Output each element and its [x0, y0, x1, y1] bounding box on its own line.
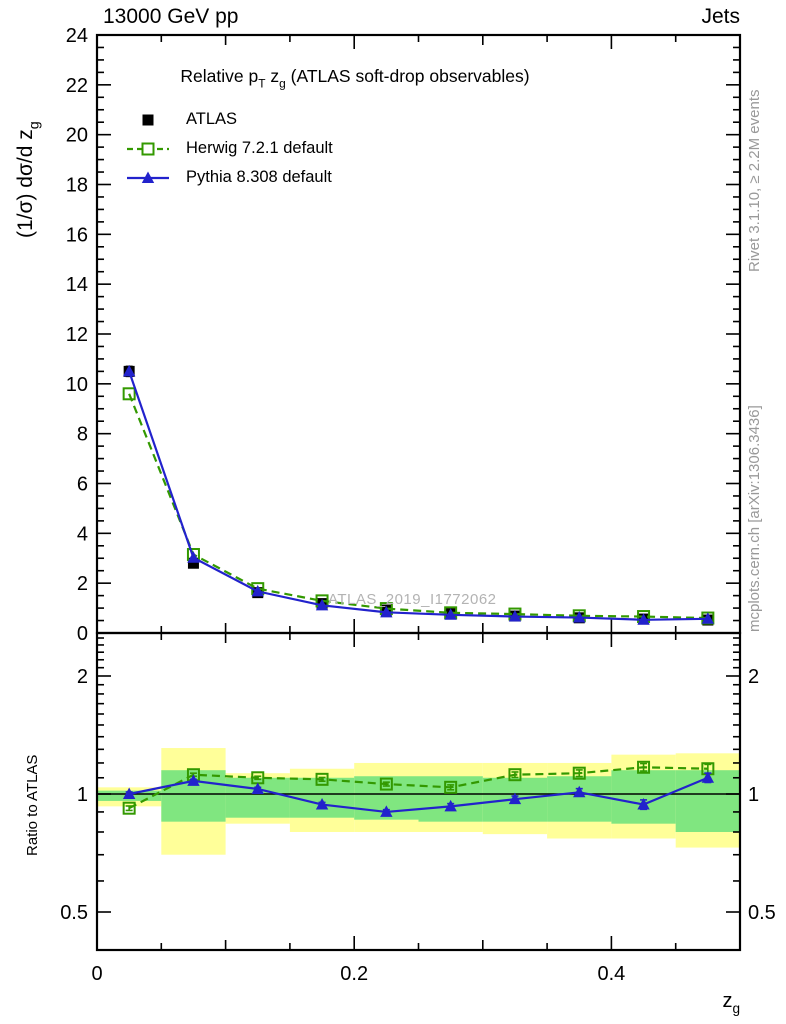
svg-text:0.5: 0.5	[60, 902, 88, 925]
svg-text:20: 20	[65, 124, 88, 147]
legend-row-atlas	[126, 105, 333, 134]
legend-label-herwig: Herwig 7.2.1 default	[186, 139, 333, 157]
rivet-version-note: Rivet 3.1.10, ≥ 2.2M events	[746, 89, 763, 272]
herwig-marker-icon	[126, 141, 170, 157]
legend	[126, 105, 333, 192]
atlas-marker-icon	[126, 112, 170, 128]
svg-text:0.2: 0.2	[340, 963, 369, 985]
svg-text:12: 12	[65, 324, 88, 346]
svg-text:0: 0	[76, 623, 88, 645]
svg-text:18: 18	[65, 174, 88, 197]
pythia-marker-icon	[126, 170, 170, 186]
svg-text:16: 16	[65, 224, 88, 247]
svg-text:2: 2	[748, 665, 760, 688]
mcplots-arxiv-note: mcplots.cern.ch [arXiv:1306.3436]	[746, 405, 763, 632]
ratio-axis-label: Ratio to ATLAS	[24, 754, 41, 856]
legend-row-herwig	[126, 134, 333, 163]
svg-text:4: 4	[76, 523, 88, 546]
svg-text:14: 14	[65, 274, 88, 297]
svg-text:0.4: 0.4	[597, 963, 626, 985]
svg-text:8: 8	[76, 423, 88, 446]
x-axis-label: $z_g$	[722, 990, 740, 1017]
svg-text:1: 1	[748, 784, 760, 806]
analysis-id-watermark: ATLAS_2019_I1772062	[328, 591, 497, 608]
legend-label-atlas: ATLAS	[186, 110, 238, 128]
svg-text:0.5: 0.5	[748, 902, 776, 925]
svg-text:0: 0	[91, 963, 103, 985]
beam-energy-label: 13000 GeV pp	[103, 5, 239, 28]
svg-text:22: 22	[65, 74, 88, 97]
svg-text:2: 2	[76, 665, 88, 688]
svg-text:2: 2	[76, 573, 88, 596]
analysis-tag-label: Jets	[701, 5, 740, 28]
legend-label-pythia: Pythia 8.308 default	[186, 168, 332, 186]
legend-row-pythia	[126, 163, 333, 192]
svg-text:10: 10	[65, 373, 88, 396]
svg-text:24: 24	[65, 25, 88, 47]
plot-title: Relative $p_T$ $z_g$ (ATLAS soft-drop observables)	[180, 66, 530, 91]
svg-text:1: 1	[76, 784, 88, 806]
y-axis-label: (1/σ) dσ/d $z_g$	[14, 121, 43, 238]
svg-text:6: 6	[76, 473, 88, 496]
